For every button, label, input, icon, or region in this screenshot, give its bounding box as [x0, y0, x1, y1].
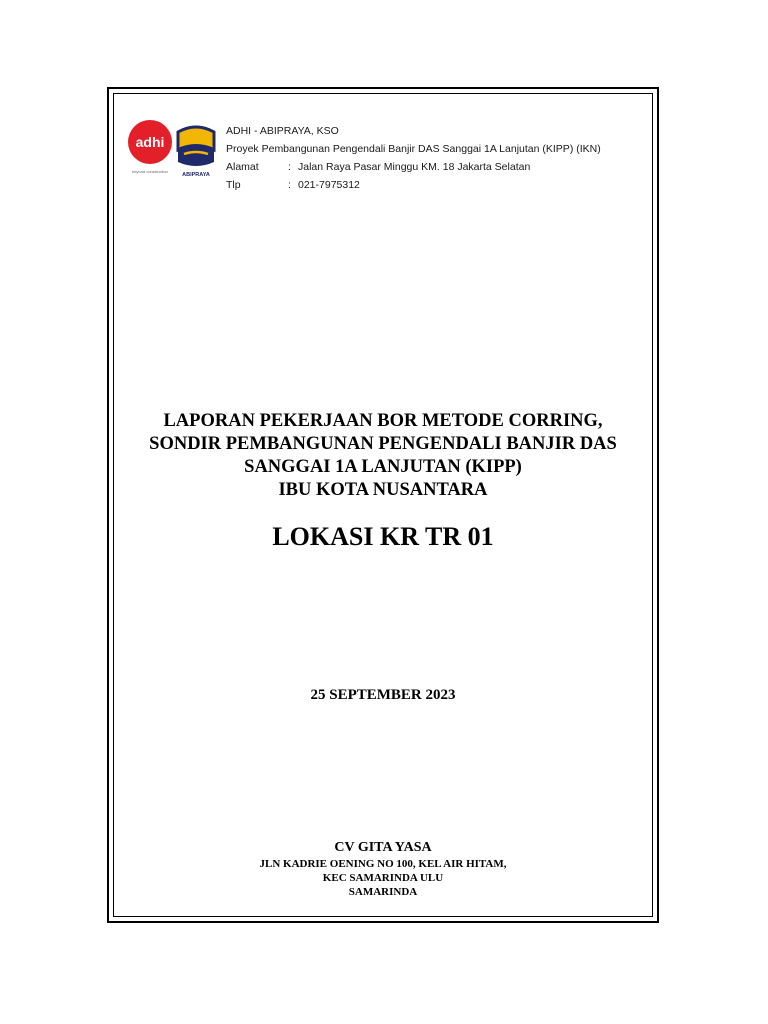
contractor-address-line: JLN KADRIE OENING NO 100, KEL AIR HITAM, [259, 858, 507, 870]
contractor-address-line: KEC SAMARINDA ULU [322, 872, 444, 884]
title-line: SANGGAI 1A LANJUTAN (KIPP) [244, 457, 522, 477]
title-line: SONDIR PEMBANGUNAN PENGENDALI BANJIR DAS [149, 434, 617, 454]
contractor-block [114, 839, 652, 899]
report-title [114, 410, 652, 502]
svg-text:beyond construction: beyond construction [132, 169, 168, 174]
letterhead [226, 122, 656, 194]
phone-value: 021-7975312 [298, 179, 360, 191]
contractor-address-line: SAMARINDA [348, 886, 418, 898]
title-line: IBU KOTA NUSANTARA [278, 480, 488, 500]
abipraya-logo [172, 124, 220, 178]
address-separator: : [288, 161, 291, 173]
letterhead-project: Proyek Pembangunan Pengendali Banjir DAS Sanggai 1A Lanjutan (KIPP) (IKN) [226, 143, 601, 155]
report-date: 25 SEPTEMBER 2023 [310, 687, 456, 703]
svg-text:ABIPRAYA: ABIPRAYA [182, 172, 210, 178]
letterhead-address-row [226, 158, 656, 176]
address-value: Jalan Raya Pasar Minggu KM. 18 Jakarta Selatan [298, 161, 531, 173]
address-label: Alamat [226, 161, 259, 173]
phone-separator: : [288, 179, 291, 191]
letterhead-phone-row [226, 176, 656, 194]
report-location: LOKASI KR TR 01 [272, 522, 494, 551]
svg-text:adhi: adhi [135, 134, 165, 150]
document-border [107, 87, 659, 923]
letterhead-company: ADHI - ABIPRAYA, KSO [226, 125, 339, 137]
title-line: LAPORAN PEKERJAAN BOR METODE CORRING, [163, 411, 603, 431]
contractor-name: CV GITA YASA [334, 840, 432, 855]
document-inner-border [113, 93, 653, 917]
phone-label: Tlp [226, 179, 241, 191]
